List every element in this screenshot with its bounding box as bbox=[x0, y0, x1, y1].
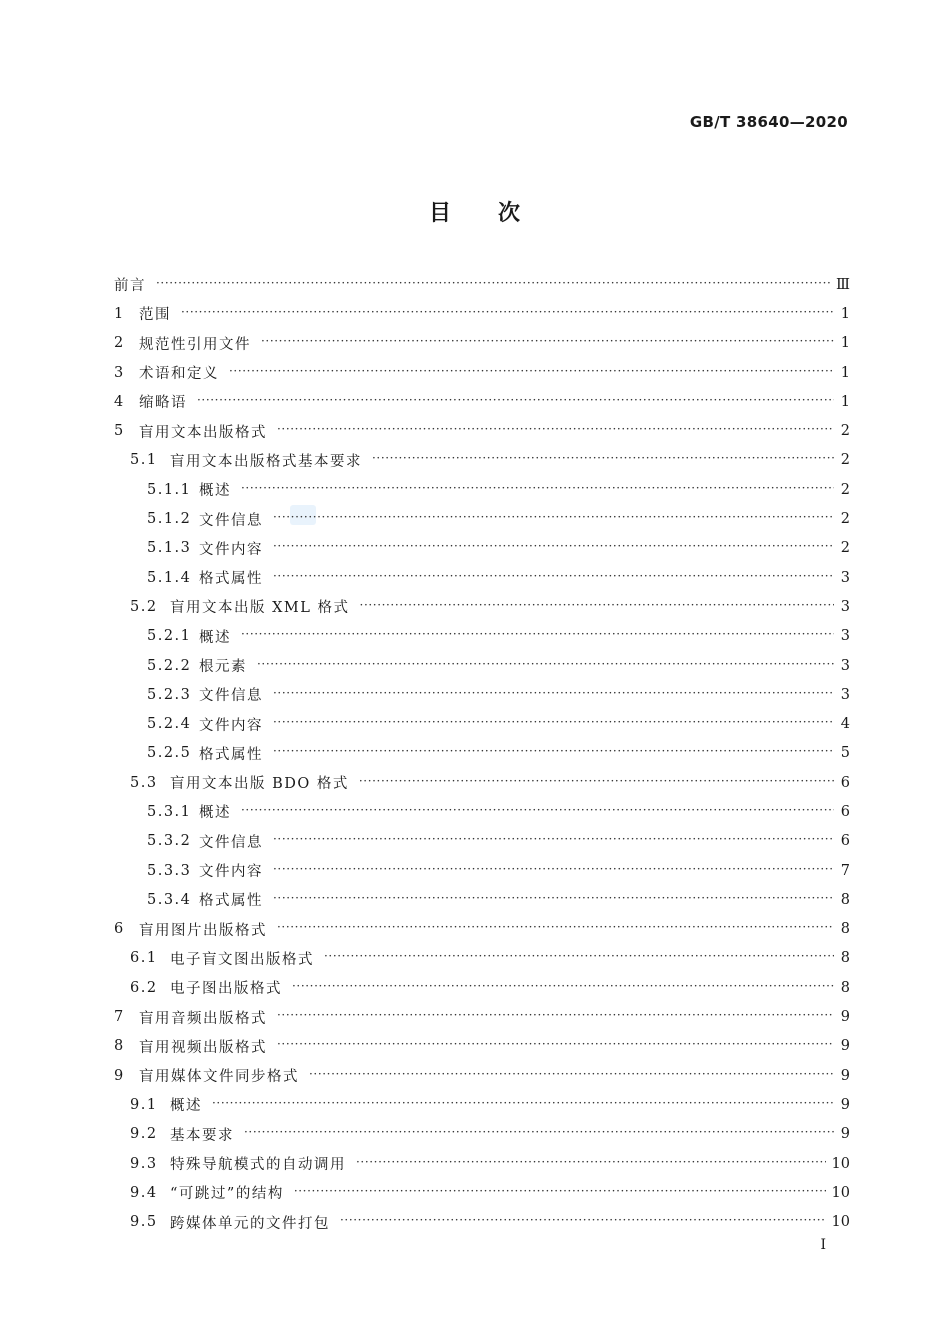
toc-entry[interactable] bbox=[114, 827, 850, 856]
dot-leader bbox=[356, 1155, 826, 1169]
toc-entry-number: 6.2 bbox=[130, 979, 158, 996]
dot-leader bbox=[294, 1184, 826, 1198]
toc-entry-number: 9.3 bbox=[130, 1155, 158, 1172]
toc-entry-page: 1 bbox=[840, 305, 850, 322]
toc-entry[interactable] bbox=[114, 885, 850, 914]
toc-entry[interactable] bbox=[114, 1032, 850, 1061]
dot-leader bbox=[273, 539, 834, 553]
toc-entry[interactable] bbox=[114, 1002, 850, 1031]
toc-entry[interactable] bbox=[114, 856, 850, 885]
toc-entry-title: 术语和定义 bbox=[139, 366, 219, 383]
dot-leader bbox=[309, 1067, 834, 1081]
toc-entry[interactable] bbox=[114, 1149, 850, 1178]
toc-entry-number: 4 bbox=[114, 393, 125, 410]
toc-entry-title: 概述 bbox=[170, 1098, 202, 1115]
toc-entry-number: 5.1.2 bbox=[147, 511, 192, 528]
toc-entry-title: 根元素 bbox=[199, 659, 247, 675]
toc-entry-title: 格式属性 bbox=[199, 893, 263, 910]
toc-entry-page: 1 bbox=[840, 335, 850, 352]
toc-entry[interactable] bbox=[114, 1061, 850, 1090]
toc-entry-number: 5.2.2 bbox=[147, 657, 192, 674]
page-title-right: 次 bbox=[498, 201, 522, 226]
toc-entry-number: 5.3.4 bbox=[147, 891, 192, 908]
dot-leader bbox=[277, 422, 834, 436]
toc-entry-page: 9 bbox=[840, 1096, 850, 1113]
toc-entry-number: 5.1.1 bbox=[147, 481, 192, 498]
toc-entry-page: 3 bbox=[840, 657, 850, 674]
dot-leader bbox=[372, 451, 834, 465]
dot-leader bbox=[241, 481, 834, 495]
toc-entry[interactable] bbox=[114, 1090, 850, 1119]
toc-entry-page: 2 bbox=[840, 452, 850, 469]
dot-leader bbox=[181, 305, 834, 319]
toc-entry-number: 5.3 bbox=[130, 774, 158, 791]
dot-leader bbox=[273, 715, 834, 729]
toc-entry-title: “可跳过”的结构 bbox=[170, 1186, 284, 1203]
dot-leader bbox=[212, 1096, 834, 1110]
toc-entry-number: 5.2.3 bbox=[147, 686, 192, 703]
toc-entry-page: 8 bbox=[840, 979, 850, 996]
toc-entry-number: 9 bbox=[114, 1067, 125, 1084]
toc-entry-page: 9 bbox=[840, 1126, 850, 1143]
toc-entry-title: 盲用文本出版 BDO 格式 bbox=[170, 776, 349, 793]
toc-entry-title: 概述 bbox=[199, 483, 231, 500]
toc-entry-number: 1 bbox=[114, 305, 125, 322]
dot-leader bbox=[241, 803, 834, 817]
toc-entry-page: 9 bbox=[840, 1038, 850, 1055]
toc-entry-number: 8 bbox=[114, 1038, 125, 1055]
toc-entry-page: 2 bbox=[840, 511, 850, 528]
toc-entry[interactable] bbox=[114, 563, 850, 592]
toc-entry[interactable] bbox=[114, 915, 850, 944]
dot-leader bbox=[359, 774, 834, 788]
dot-leader bbox=[277, 1008, 834, 1022]
toc-entry-page: 2 bbox=[840, 423, 850, 440]
toc-entry-page: 7 bbox=[840, 862, 850, 879]
toc-entry-title: 电子盲文图出版格式 bbox=[170, 951, 314, 968]
toc-entry-page: 8 bbox=[840, 950, 850, 967]
toc-entry-number: 5 bbox=[114, 423, 125, 440]
dot-leader bbox=[244, 1125, 834, 1139]
toc-entry-title: 电子图出版格式 bbox=[170, 981, 282, 998]
toc-entry-title: 前言 bbox=[114, 278, 146, 295]
toc-entry-title: 盲用媒体文件同步格式 bbox=[139, 1069, 299, 1086]
toc-entry-page: 3 bbox=[840, 686, 850, 703]
toc-entry-page: 1 bbox=[840, 393, 850, 410]
toc-entry-page: Ⅲ bbox=[836, 276, 850, 293]
toc-entry-number: 7 bbox=[114, 1009, 125, 1026]
dot-leader bbox=[273, 862, 834, 876]
dot-leader bbox=[277, 1037, 834, 1051]
dot-leader bbox=[340, 1213, 826, 1227]
toc-entry-title: 文件内容 bbox=[199, 717, 263, 734]
toc-entry-title: 规范性引用文件 bbox=[139, 336, 251, 353]
toc-entry[interactable] bbox=[114, 387, 850, 416]
toc-entry[interactable] bbox=[114, 446, 850, 475]
page-number: Ⅰ bbox=[820, 1237, 826, 1253]
toc-entry-number: 5.1 bbox=[130, 452, 158, 469]
toc-entry-title: 文件信息 bbox=[199, 688, 263, 705]
toc-entry-page: 3 bbox=[840, 598, 850, 615]
toc-entry-number: 3 bbox=[114, 364, 125, 381]
toc-entry-page: 4 bbox=[840, 716, 850, 733]
toc-entry-number: 5.3.3 bbox=[147, 862, 192, 879]
toc-entry-title: 跨媒体单元的文件打包 bbox=[170, 1215, 330, 1232]
toc-entry-title: 格式属性 bbox=[199, 746, 263, 763]
toc-entry-number: 2 bbox=[114, 335, 125, 352]
toc-entry[interactable] bbox=[114, 329, 850, 358]
toc-entry[interactable] bbox=[114, 299, 850, 328]
toc-entry-page: 10 bbox=[831, 1184, 850, 1201]
toc-entry-title: 缩略语 bbox=[139, 395, 187, 412]
toc-entry-page: 10 bbox=[831, 1214, 850, 1231]
dot-leader bbox=[257, 657, 834, 671]
toc-entry[interactable] bbox=[114, 592, 850, 621]
toc-entry-page: 1 bbox=[840, 364, 850, 381]
dot-leader bbox=[273, 510, 834, 524]
toc-entry-number: 5.2.5 bbox=[147, 745, 192, 762]
toc-entry-title: 概述 bbox=[199, 629, 231, 646]
toc-entry-page: 3 bbox=[840, 628, 850, 645]
toc-entry[interactable] bbox=[114, 416, 850, 445]
dot-leader bbox=[197, 393, 834, 407]
toc-entry-title: 盲用文本出版 XML 格式 bbox=[170, 600, 350, 617]
dot-leader bbox=[273, 832, 834, 846]
toc-entry-number: 5.2.4 bbox=[147, 716, 192, 733]
toc-entry-number: 9.5 bbox=[130, 1214, 158, 1231]
toc-entry[interactable] bbox=[114, 1178, 850, 1207]
toc-entry[interactable] bbox=[114, 475, 850, 504]
dot-leader bbox=[273, 569, 834, 583]
toc-entry-title: 文件信息 bbox=[199, 512, 263, 529]
toc-entry-title: 盲用文本出版格式基本要求 bbox=[170, 453, 362, 470]
toc-entry[interactable] bbox=[114, 270, 850, 299]
dot-leader bbox=[261, 334, 834, 348]
toc-entry-page: 6 bbox=[840, 803, 850, 820]
toc-entry-page: 3 bbox=[840, 569, 850, 586]
toc-entry-number: 9.2 bbox=[130, 1126, 158, 1143]
dot-leader bbox=[277, 920, 834, 934]
standard-number: GB/T 38640—2020 bbox=[689, 113, 848, 131]
toc-entry-number: 5.1.4 bbox=[147, 569, 192, 586]
toc-entry[interactable] bbox=[114, 504, 850, 533]
page-title bbox=[0, 196, 950, 227]
toc-entry-page: 9 bbox=[840, 1067, 850, 1084]
toc-entry-number: 6.1 bbox=[130, 950, 158, 967]
dot-leader bbox=[273, 744, 834, 758]
toc-entry-page: 5 bbox=[840, 745, 850, 762]
dot-leader bbox=[229, 364, 834, 378]
dot-leader bbox=[273, 891, 834, 905]
dot-leader bbox=[360, 598, 834, 612]
toc-entry[interactable] bbox=[114, 709, 850, 738]
toc-entry[interactable] bbox=[114, 797, 850, 826]
toc-entry-title: 文件内容 bbox=[199, 541, 263, 558]
toc-entry-title: 格式属性 bbox=[199, 571, 263, 588]
toc-entry-number: 5.2.1 bbox=[147, 628, 192, 645]
toc-entry-number: 9.4 bbox=[130, 1184, 158, 1201]
toc-entry-page: 6 bbox=[840, 833, 850, 850]
toc-entry[interactable] bbox=[114, 358, 850, 387]
toc-entry[interactable] bbox=[114, 1120, 850, 1149]
toc-entry-title: 基本要求 bbox=[170, 1127, 234, 1144]
toc-entry[interactable] bbox=[114, 973, 850, 1002]
toc-entry-page: 9 bbox=[840, 1009, 850, 1026]
toc-entry[interactable] bbox=[114, 739, 850, 768]
toc-entry-number: 5.1.3 bbox=[147, 540, 192, 557]
toc-entry-title: 盲用视频出版格式 bbox=[139, 1039, 267, 1056]
toc-entry-title: 盲用文本出版格式 bbox=[139, 424, 267, 441]
toc-entry-page: 6 bbox=[840, 774, 850, 791]
toc-entry-title: 盲用音频出版格式 bbox=[139, 1010, 267, 1027]
toc-entry-title: 文件内容 bbox=[199, 864, 263, 881]
toc-entry[interactable] bbox=[114, 680, 850, 709]
dot-leader bbox=[292, 979, 834, 993]
toc-entry[interactable] bbox=[114, 651, 850, 680]
toc-entry[interactable] bbox=[114, 1208, 850, 1237]
toc-entry[interactable] bbox=[114, 944, 850, 973]
toc-entry-page: 8 bbox=[840, 891, 850, 908]
toc-entry-title: 特殊导航模式的自动调用 bbox=[170, 1157, 346, 1174]
table-of-contents bbox=[114, 270, 850, 1237]
toc-entry-page: 10 bbox=[831, 1155, 850, 1172]
toc-entry-title: 概述 bbox=[199, 805, 231, 822]
dot-leader bbox=[241, 627, 834, 641]
toc-entry-number: 9.1 bbox=[130, 1096, 158, 1113]
toc-entry-page: 8 bbox=[840, 921, 850, 938]
toc-entry[interactable] bbox=[114, 622, 850, 651]
toc-entry-title: 文件信息 bbox=[199, 834, 263, 851]
toc-entry-title: 盲用图片出版格式 bbox=[139, 922, 267, 939]
dot-leader bbox=[324, 949, 834, 963]
dot-leader bbox=[156, 276, 830, 290]
toc-entry[interactable] bbox=[114, 768, 850, 797]
toc-entry[interactable] bbox=[114, 534, 850, 563]
page-title-left: 目 bbox=[428, 201, 452, 226]
toc-entry-number: 6 bbox=[114, 921, 125, 938]
toc-entry-number: 5.2 bbox=[130, 598, 158, 615]
toc-entry-title: 范围 bbox=[139, 307, 171, 324]
dot-leader bbox=[273, 686, 834, 700]
toc-entry-number: 5.3.2 bbox=[147, 833, 192, 850]
toc-entry-number: 5.3.1 bbox=[147, 803, 192, 820]
toc-entry-page: 2 bbox=[840, 540, 850, 557]
toc-entry-page: 2 bbox=[840, 481, 850, 498]
